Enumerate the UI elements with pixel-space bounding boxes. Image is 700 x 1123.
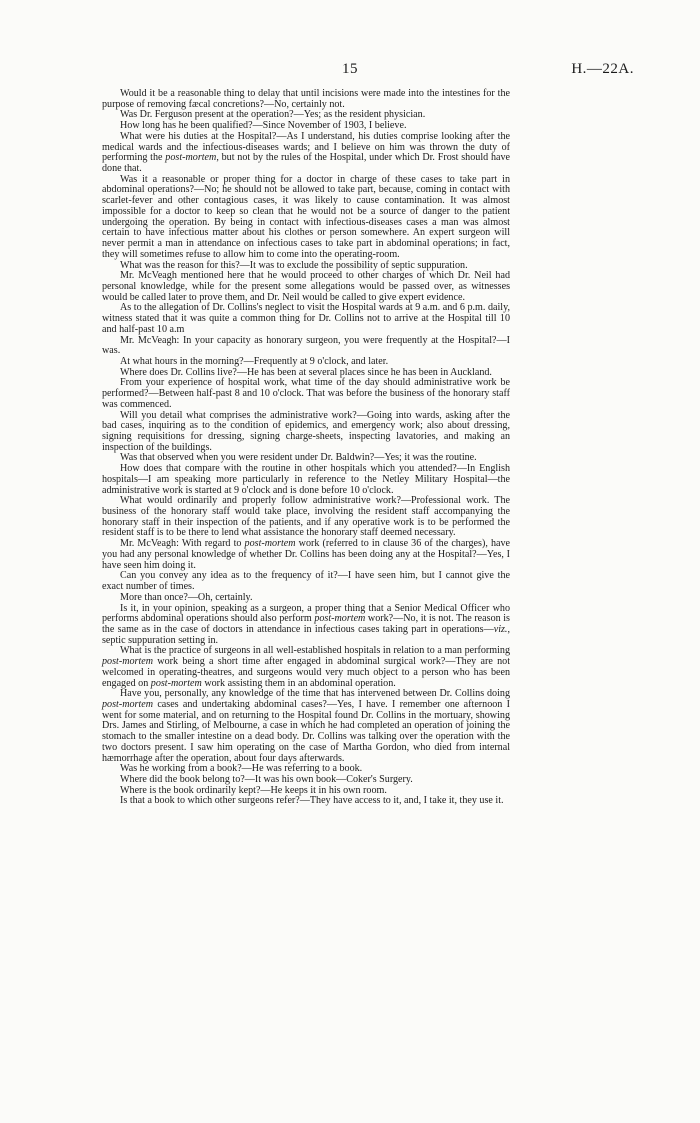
- page-number: 15: [342, 61, 358, 77]
- paragraph: Was Dr. Ferguson present at the operation?—Yes; as the resident physician.: [120, 109, 426, 121]
- paragraph: What were his duties at the Hospital?—As I understand, his duties comprise looking after the medical wards and the infectious-diseases wards; and I believe on him was thrown the duty of performing the post-mortem, but not by the rules of the Hospital, under which Dr. Frost should have done that.: [102, 130, 510, 175]
- paragraph: What would ordinarily and properly follow administrative work?—Professional work. The business of the honorary staff would take place, involving the resident staff accompanying the honorary staff in their inspection of the patients, and if any operative work is to be performed the resident staff is to be there to lend what assistance the honorary staff deemed necessary.: [102, 495, 510, 539]
- paragraph: Mr. McVeagh mentioned here that he would proceed to other charges of which Dr. Neil had personal knowledge, while for the present some allegations would be passed over, as witnesses would be called later to prove them, and Dr. Neil would be called to give expert evidence.: [102, 270, 510, 303]
- paragraph: Can you convey any idea as to the frequency of it?—I have seen him, but I cannot give the exact number of times.: [102, 570, 510, 593]
- paragraph: Is it, in your opinion, speaking as a surgeon, a proper thing that a Senior Medical Officer who performs abdominal operations should also perform post-mortem work?—No, it is not. The reason is the same as in the case of doctors in attendance in infectious cases taking part in operations—viz., septic suppuration setting in.: [102, 602, 510, 646]
- paragraph: What is the practice of surgeons in all well-established hospitals in relation to a man performing post-mortem work being a short time after engaged in abdominal surgical work?—They are not welcomed in operating-theatres, and surgeons would very much object to a person who has been engaged on post-mortem work assisting them in an abdominal operation.: [102, 645, 510, 689]
- testimony-text: [102, 89, 510, 807]
- document-reference: H.—22A.: [571, 61, 634, 77]
- paragraph: How does that compare with the routine in other hospitals which you attended?—In English hospitals—I am speaking more particularly in reference to the Netley Military Hospital—the administrative work is started at 9 o'clock and is done before 10 o'clock.: [102, 463, 510, 496]
- paragraph: Was he working from a book?—He was referring to a book.: [120, 763, 363, 775]
- paragraph: As to the allegation of Dr. Collins's neglect to visit the Hospital wards at 9 a.m. and 6 p.m. daily, witness stated that it was quite a common thing for Dr. Collins not to arrive at the Hospital till 10 and half-past 10 a.m: [102, 302, 510, 335]
- paragraph: Where did the book belong to?—It was his own book—Coker's Surgery.: [120, 774, 413, 785]
- paragraph: Was it a reasonable or proper thing for a doctor in charge of these cases to take part in abdominal operations?—No; he should not be allowed to take part, because, coming in contact with scarlet-fever and other contagious cases, it was likely to cause contamination. It was almost impossible for a doctor to keep so clean that he would not be a source of danger to the patient undergoing the operation. By being in contact with infectious-diseases cases a man was almost certain to have infectious matter about his clothes or person somewhere. An expert surgeon will never permit a man in attendance on infectious cases to take part in abdominal operations; in fact, they will sometimes refuse to allow him to come into the operating-room.: [102, 173, 510, 260]
- paragraph: Have you, personally, any knowledge of the time that has intervened between Dr. Collins doing post-mortem cases and undertaking abdominal cases?—Yes, I have. I remember one afternoon I went for some material, and on returning to the Hospital found Dr. Collins in the mortuary, showing Drs. James and Stirling, of Melbourne, a case in which he had completed an operation of joining the stomach to the smaller intestine on a dead body. Dr. Collins was talking over the operation with the two doctors present. I saw him operating on the case of Martha Gordon, who died from internal hæmorrhage after the operation, about four days afterwards.: [102, 688, 510, 764]
- paragraph: Would it be a reasonable thing to delay that until incisions were made into the intestines for the purpose of removing fæcal concretions?—No, certainly not.: [102, 88, 510, 110]
- paragraph: From your experience of hospital work, what time of the day should administrative work be performed?—Between half-past 8 and 10 o'clock. That was before the business of the honorary staff was commenced.: [102, 377, 510, 410]
- paragraph: Is that a book to which other surgeons refer?—They have access to it, and, I take it, they use it.: [120, 795, 504, 807]
- paragraph: How long has he been qualified?—Since November of 1903, I believe.: [120, 120, 407, 132]
- paragraph: Where does Dr. Collins live?—He has been at several places since he has been in Auckland.: [120, 366, 492, 378]
- paragraph: Mr. McVeagh: With regard to post-mortem work (referred to in clause 36 of the charges), have you had any personal knowledge of whether Dr. Collins has been doing any at the Hospital?—Yes, I have seen him doing it.: [102, 538, 510, 571]
- paragraph: Will you detail what comprises the administrative work?—Going into wards, asking after the bad cases, inquiring as to the condition of epidemics, and emergency work; also about dressing, signing requisitions for dressing, signing charge-sheets, inspecting lavatories, and making an inspection of the buildings.: [102, 409, 510, 453]
- paragraph: At what hours in the morning?—Frequently at 9 o'clock, and later.: [120, 355, 389, 367]
- paragraph: Mr. McVeagh: In your capacity as honorary surgeon, you were frequently at the Hospital?—I was.: [102, 334, 510, 357]
- paragraph: Was that observed when you were resident under Dr. Baldwin?—Yes; it was the routine.: [120, 452, 477, 464]
- paragraph: More than once?—Oh, certainly.: [120, 591, 253, 603]
- paragraph: Where is the book ordinarily kept?—He keeps it in his own room.: [120, 784, 387, 796]
- paragraph: What was the reason for this?—It was to exclude the possibility of septic suppuration.: [120, 259, 468, 271]
